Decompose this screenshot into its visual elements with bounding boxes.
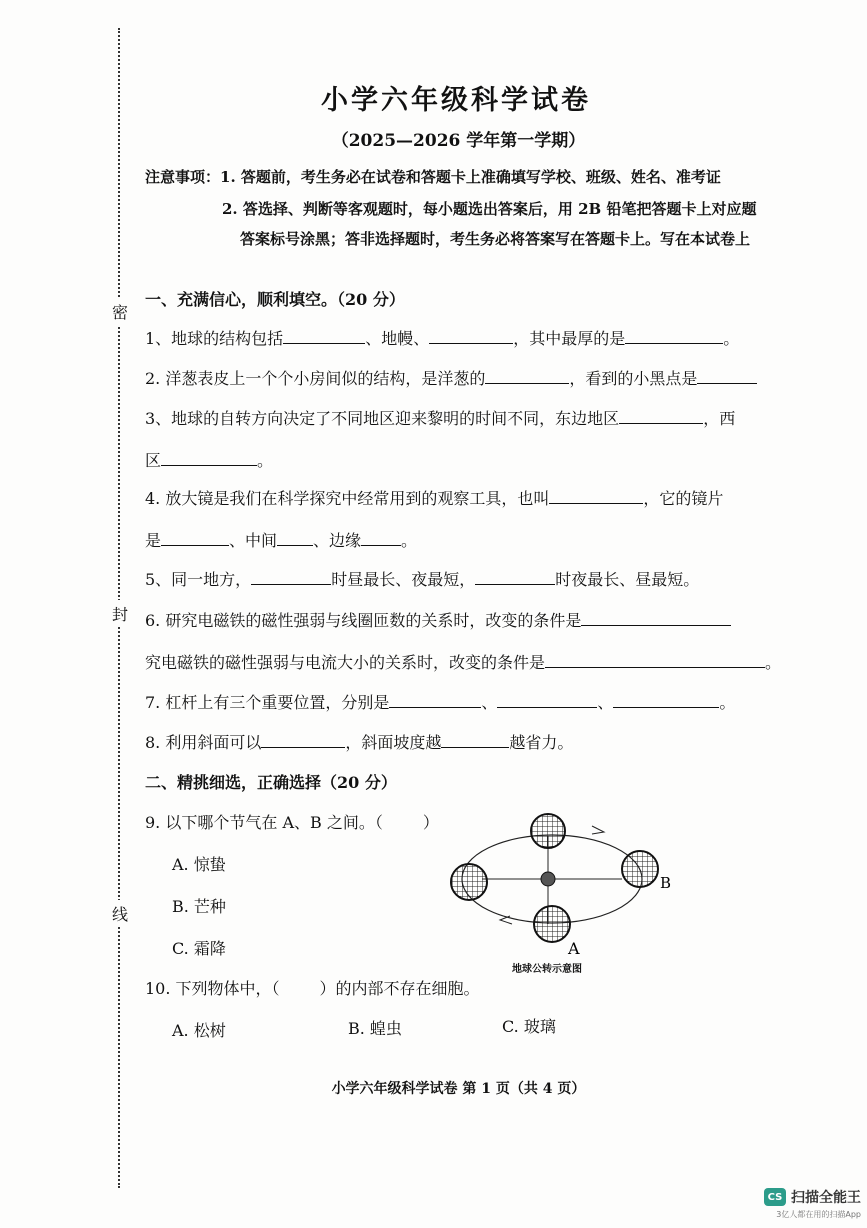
q6-text-c: 。 [765,653,782,672]
earth-globe-b [622,851,658,887]
q3-blank-2[interactable] [161,451,257,466]
watermark-tagline: 3亿人都在用的扫描App [776,1210,861,1219]
q4-text-d: 、中间 [229,531,278,550]
question-4 [145,486,723,509]
exam-title: 小学六年级科学试卷 [321,85,591,116]
side-mark-mi: 密 [112,298,128,325]
notice-line-3: 答案标号涂黑；答非选择题时，考生务必将答案写在答题卡上。写在本试卷上 [240,230,751,248]
section-2-heading: 二、精挑细选，正确选择（20 分） [145,773,397,792]
q7-blank-1[interactable] [389,693,481,708]
q7-blank-3[interactable] [613,693,719,708]
q7-blank-2[interactable] [497,693,597,708]
q7-text-a: 7. 杠杆上有三个重要位置，分别是 [145,693,390,712]
side-mark-feng: 封 [112,600,128,627]
q7-text-d: 。 [719,693,736,712]
scanner-watermark [764,1187,861,1220]
q5-blank-1[interactable] [251,570,331,585]
section-1-heading: 一、充满信心，顺利填空。（20 分） [145,290,405,309]
exam-subtitle: （2025—2026 学年第一学期） [331,131,586,151]
q1-text-b: 、地幔、 [365,329,430,348]
q5-text-a: 5、同一地方， [145,570,252,589]
question-9 [145,810,439,833]
q4-text-f: 。 [401,531,418,550]
q6-text-b: 究电磁铁的磁性强弱与电流大小的关系时，改变的条件是 [145,653,546,672]
side-mark-xian: 线 [112,900,128,927]
q3-blank-1[interactable] [619,409,703,424]
q2-text-a: 2. 洋葱表皮上一个个小房间似的结构，是洋葱的 [145,369,486,388]
q4-text-a: 4. 放大镜是我们在科学探究中经常用到的观察工具，也叫 [145,489,550,508]
label-b: B [660,874,672,892]
q3-text-d: 。 [257,451,274,470]
earth-globe-top [531,814,565,848]
question-10 [145,976,480,999]
q3-text-a: 3、地球的自转方向决定了不同地区迎来黎明的时间不同，东边地区 [145,409,620,428]
earth-globe-a [534,906,570,942]
q1-text-d: 。 [723,329,740,348]
q1-blank-3[interactable] [625,329,723,344]
q9-stem: 9. 以下哪个节气在 A、B 之间。（ [145,813,383,832]
q1-text-a: 1、地球的结构包括 [145,329,284,348]
q2-blank-2[interactable] [697,369,757,384]
q2-text-b: ，看到的小黑点是 [569,369,698,388]
question-6 [145,608,731,631]
q4-text-c: 是 [145,531,162,550]
question-2 [145,366,757,389]
q4-blank-3[interactable] [277,531,313,546]
question-8 [145,730,573,753]
q5-text-b: 时昼最长、夜最短， [331,570,476,589]
q10-option-c: C. 玻璃 [502,1017,556,1036]
q9-close: ） [422,813,439,832]
q2-blank-1[interactable] [485,369,569,384]
q8-text-c: 越省力。 [509,733,574,752]
orbit-arrow-bottom [500,916,512,924]
q6-blank-2[interactable] [545,653,765,668]
q3-text-b: ，西 [703,409,736,428]
q7-text-c: 、 [597,693,614,712]
question-5 [145,567,699,590]
q1-blank-2[interactable] [429,329,513,344]
label-a: A [568,939,580,958]
earth-orbit-diagram [442,806,672,976]
orbit-arrow-top [592,826,604,834]
q1-text-c: ，其中最厚的是 [513,329,626,348]
q3-text-c: 区 [145,451,162,470]
question-7 [145,690,735,713]
q9-option-c: C. 霜降 [172,939,226,958]
question-3 [145,406,735,429]
q9-option-b: B. 芒种 [172,897,226,916]
sun-icon [541,872,555,886]
q4-text-e: 、边缘 [313,531,362,550]
notice-line-1: 注意事项：1. 答题前，考生务必在试卷和答题卡上准确填写学校、班级、姓名、准考证 [145,168,721,186]
q4-blank-4[interactable] [361,531,401,546]
q4-text-b: ，它的镜片 [643,489,724,508]
q5-text-c: 时夜最长、昼最短。 [555,570,700,589]
q10-stem: 10. 下列物体中，（ [145,979,280,998]
q6-blank-1[interactable] [581,611,731,626]
q6-text-a: 6. 研究电磁铁的磁性强弱与线圈匝数的关系时，改变的条件是 [145,611,582,630]
q10-option-b: B. 蝗虫 [348,1019,402,1038]
diagram-caption: 地球公转示意图 [512,964,582,975]
question-4-cont [145,528,417,551]
q7-text-b: 、 [481,693,498,712]
notice-line-2: 2. 答选择、判断等客观题时，每小题选出答案后，用 2B 铅笔把答题卡上对应题 [222,200,757,218]
question-6-cont [145,650,781,673]
q8-blank-2[interactable] [441,733,509,748]
q8-blank-1[interactable] [261,733,345,748]
earth-globe-left [451,864,487,900]
q8-text-a: 8. 利用斜面可以 [145,733,262,752]
question-3-cont [145,448,273,471]
q4-blank-1[interactable] [549,489,643,504]
q10-option-a: A. 松树 [172,1021,226,1040]
q10-close: ）的内部不存在细胞。 [319,979,480,998]
question-1 [145,326,739,349]
watermark-app-name: 扫描全能王 [791,1190,861,1206]
q8-text-b: ，斜面坡度越 [345,733,442,752]
q5-blank-2[interactable] [475,570,555,585]
page-footer: 小学六年级科学试卷 第 1 页（共 4 页） [331,1081,586,1097]
q4-blank-2[interactable] [161,531,229,546]
q1-blank-1[interactable] [283,329,365,344]
q9-option-a: A. 惊蛰 [172,855,226,874]
camscanner-logo-icon: CS [764,1188,786,1206]
